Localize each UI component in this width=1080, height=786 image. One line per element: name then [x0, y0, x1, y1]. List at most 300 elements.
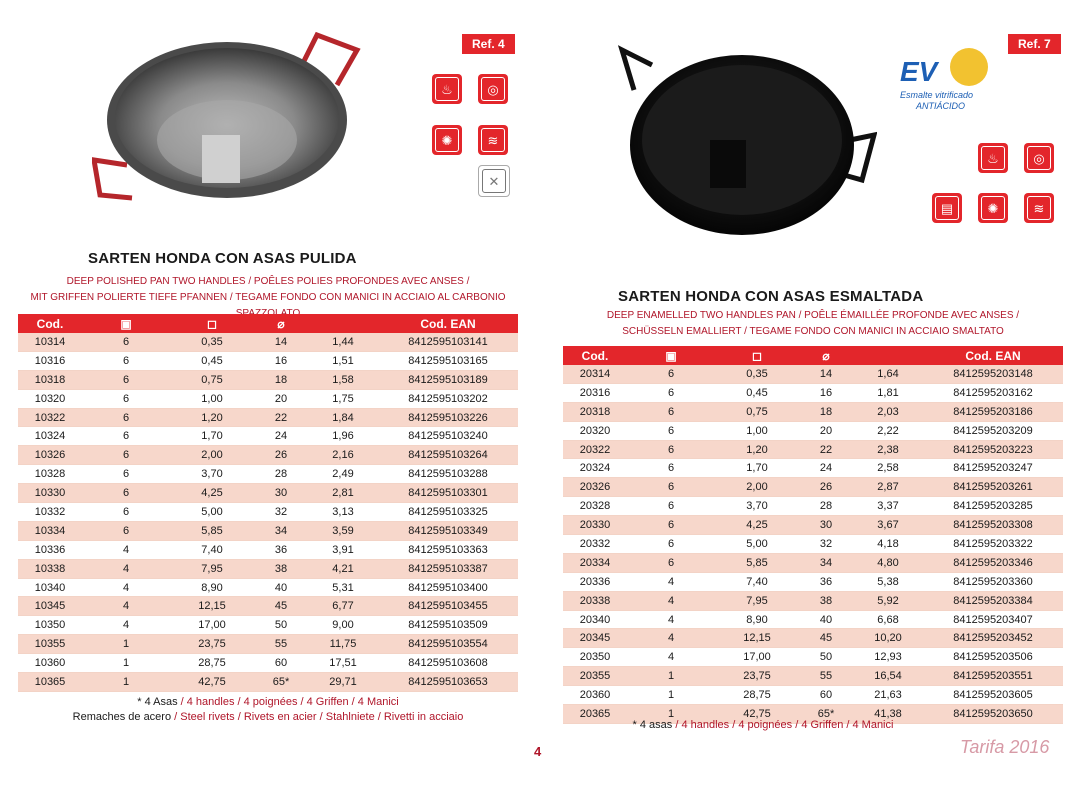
table-cell: 1,00: [715, 421, 799, 440]
table-cell: 1,70: [170, 427, 254, 446]
table-cell: 7,95: [715, 591, 799, 610]
left-product-title: SARTEN HONDA CON ASAS PULIDA: [88, 250, 357, 267]
table-cell: 6: [627, 365, 715, 383]
table-cell: 8412595103554: [378, 635, 518, 654]
left-note-2a: Remaches de acero: [72, 711, 172, 723]
table-cell: 8412595203384: [923, 591, 1063, 610]
table-cell: 42,75: [715, 705, 799, 724]
table-cell: 40: [254, 578, 308, 597]
table-cell: 4: [627, 648, 715, 667]
table-cell: 40: [799, 610, 853, 629]
table-row: [563, 383, 1063, 402]
table-row: [563, 535, 1063, 554]
table-cell: 8412595203261: [923, 478, 1063, 497]
table-cell: 2,49: [308, 465, 378, 484]
table-cell: 8412595103349: [378, 521, 518, 540]
table-cell: 6: [82, 408, 170, 427]
ref-badge-right: Ref. 7: [1008, 34, 1061, 54]
table-cell: 1,51: [308, 351, 378, 370]
table-cell: 32: [799, 535, 853, 554]
table-cell: 8,90: [170, 578, 254, 597]
table-cell: 10,20: [853, 629, 923, 648]
table-cell: 5,38: [853, 572, 923, 591]
table-cell: 1,70: [715, 459, 799, 478]
table-cell: 14: [254, 333, 308, 351]
table-cell: 26: [254, 446, 308, 465]
table-cell: 20318: [563, 402, 627, 421]
table-cell: 8,90: [715, 610, 799, 629]
table-row: [18, 635, 518, 654]
table-cell: 4,80: [853, 553, 923, 572]
table-row: [563, 459, 1063, 478]
table-cell: 10332: [18, 503, 82, 522]
table-cell: 10336: [18, 540, 82, 559]
table-cell: 2,00: [715, 478, 799, 497]
table-cell: 23,75: [715, 667, 799, 686]
table-cell: 20316: [563, 383, 627, 402]
table-row: [563, 591, 1063, 610]
table-cell: 1,20: [715, 440, 799, 459]
table-cell: 34: [254, 521, 308, 540]
table-cell: 9,00: [308, 616, 378, 635]
table-cell: 10324: [18, 427, 82, 446]
table-cell: 8412595203247: [923, 459, 1063, 478]
table-cell: 12,93: [853, 648, 923, 667]
table-cell: 34: [799, 553, 853, 572]
table-cell: 0,75: [715, 402, 799, 421]
table-cell: 6: [82, 521, 170, 540]
table-row: [18, 654, 518, 673]
table-cell: 2,81: [308, 484, 378, 503]
table-cell: 10334: [18, 521, 82, 540]
table-row: [563, 402, 1063, 421]
table-row: [18, 408, 518, 427]
table-cell: 8412595103202: [378, 389, 518, 408]
header-cod: Cod.: [563, 346, 627, 365]
table-row: [18, 673, 518, 692]
table-cell: 22: [799, 440, 853, 459]
table-cell: 21,63: [853, 686, 923, 705]
ev-diamond-icon: [950, 48, 988, 86]
table-cell: 3,91: [308, 540, 378, 559]
table-cell: 4: [627, 610, 715, 629]
table-cell: 6: [627, 535, 715, 554]
ev-line2: ANTIÁCIDO: [916, 101, 966, 111]
right-product-title: SARTEN HONDA CON ASAS ESMALTADA: [618, 288, 924, 305]
table-cell: 8412595103141: [378, 333, 518, 351]
table-cell: 5,92: [853, 591, 923, 610]
table-cell: 20338: [563, 591, 627, 610]
table-row: [18, 559, 518, 578]
table-cell: 10322: [18, 408, 82, 427]
table-cell: 5,00: [170, 503, 254, 522]
table-cell: 4: [82, 578, 170, 597]
table-cell: 4: [82, 616, 170, 635]
table-cell: 1,00: [170, 389, 254, 408]
capacity-litre-icon: ◻: [170, 314, 254, 333]
table-cell: 2,58: [853, 459, 923, 478]
table-cell: 6: [82, 389, 170, 408]
table-cell: 6: [82, 446, 170, 465]
table-cell: 8412595203506: [923, 648, 1063, 667]
box-icon: ▣: [627, 346, 715, 365]
electric-hob-icon: ◎: [478, 74, 508, 104]
header-ean: Cod. EAN: [378, 314, 518, 333]
right-table-header: [563, 346, 1063, 365]
table-cell: 8412595203360: [923, 572, 1063, 591]
electric-hob-icon: ◎: [1024, 143, 1054, 173]
table-cell: 8412595203148: [923, 365, 1063, 383]
table-cell: 16: [799, 383, 853, 402]
left-note-1: [18, 696, 518, 708]
table-cell: 20320: [563, 421, 627, 440]
table-cell: 30: [799, 516, 853, 535]
gas-flame-icon: ♨: [432, 74, 462, 104]
table-row: [563, 516, 1063, 535]
table-cell: 4: [82, 597, 170, 616]
table-row: [563, 421, 1063, 440]
table-cell: 45: [799, 629, 853, 648]
table-cell: 10345: [18, 597, 82, 616]
table-cell: 8412595103387: [378, 559, 518, 578]
oven-icon: ▤: [932, 193, 962, 223]
table-cell: 20365: [563, 705, 627, 724]
table-cell: 20332: [563, 535, 627, 554]
ceramic-hob-icon: ✺: [978, 193, 1008, 223]
table-cell: 30: [254, 484, 308, 503]
table-cell: 6: [627, 478, 715, 497]
table-cell: 20: [799, 421, 853, 440]
table-cell: 7,40: [170, 540, 254, 559]
table-cell: 16: [254, 351, 308, 370]
table-cell: 36: [799, 572, 853, 591]
right-note-1b: / 4 handles / 4 poignées / 4 Griffen / 4 Manici: [672, 719, 894, 731]
table-cell: 60: [799, 686, 853, 705]
table-cell: 10350: [18, 616, 82, 635]
table-cell: 42,75: [170, 673, 254, 692]
table-cell: 10314: [18, 333, 82, 351]
ceramic-hob-icon: ✺: [432, 125, 462, 155]
table-cell: 20336: [563, 572, 627, 591]
table-cell: 6: [627, 516, 715, 535]
table-cell: 1,96: [308, 427, 378, 446]
table-cell: 3,13: [308, 503, 378, 522]
table-cell: 10330: [18, 484, 82, 503]
table-cell: 6: [627, 459, 715, 478]
table-row: [563, 553, 1063, 572]
table-cell: 65*: [254, 673, 308, 692]
table-row: [18, 578, 518, 597]
table-cell: 5,31: [308, 578, 378, 597]
table-cell: 10340: [18, 578, 82, 597]
left-subtitle-2: MIT GRIFFEN POLIERTE TIEFE PFANNEN / TEGAME FONDO CON MANICI IN ACCIAIO AL CARBONIO: [30, 292, 506, 303]
table-row: [18, 333, 518, 351]
table-row: [563, 667, 1063, 686]
table-cell: 8412595103301: [378, 484, 518, 503]
table-cell: 0,45: [715, 383, 799, 402]
table-cell: 1,64: [853, 365, 923, 383]
table-cell: 5,00: [715, 535, 799, 554]
table-cell: 10320: [18, 389, 82, 408]
table-cell: 20326: [563, 478, 627, 497]
table-cell: 55: [799, 667, 853, 686]
table-cell: 1: [627, 686, 715, 705]
capacity-litre-icon: ◻: [715, 346, 799, 365]
table-cell: 1: [627, 667, 715, 686]
table-cell: 4: [627, 591, 715, 610]
table-cell: 20314: [563, 365, 627, 383]
right-price-table: [563, 346, 1063, 724]
table-cell: 8412595203407: [923, 610, 1063, 629]
table-cell: 20350: [563, 648, 627, 667]
ev-enamel-logo: [900, 46, 995, 112]
table-cell: 20328: [563, 497, 627, 516]
table-cell: 1,58: [308, 370, 378, 389]
table-cell: 10318: [18, 370, 82, 389]
table-cell: 3,59: [308, 521, 378, 540]
table-cell: 8412595103288: [378, 465, 518, 484]
table-cell: 0,75: [170, 370, 254, 389]
table-cell: 8412595203186: [923, 402, 1063, 421]
table-cell: 20330: [563, 516, 627, 535]
table-cell: 8412595103325: [378, 503, 518, 522]
table-cell: 17,00: [170, 616, 254, 635]
table-cell: 2,87: [853, 478, 923, 497]
table-cell: 16,54: [853, 667, 923, 686]
table-cell: 6: [82, 427, 170, 446]
table-cell: 6: [82, 370, 170, 389]
table-row: [18, 540, 518, 559]
weight-header: [853, 346, 923, 365]
table-row: [18, 446, 518, 465]
table-cell: 8412595203452: [923, 629, 1063, 648]
table-cell: 24: [254, 427, 308, 446]
table-cell: 10365: [18, 673, 82, 692]
table-cell: 6: [82, 503, 170, 522]
table-row: [18, 597, 518, 616]
table-row: [18, 503, 518, 522]
enamelled-pan-image: [612, 40, 877, 255]
table-cell: 8412595103264: [378, 446, 518, 465]
table-cell: 5,85: [715, 553, 799, 572]
table-cell: 8412595203162: [923, 383, 1063, 402]
table-cell: 4: [627, 629, 715, 648]
table-cell: 1,20: [170, 408, 254, 427]
table-cell: 8412595103189: [378, 370, 518, 389]
table-cell: 36: [254, 540, 308, 559]
table-cell: 8412595203346: [923, 553, 1063, 572]
left-note-1b: / 4 handles / 4 poignées / 4 Griffen / 4 Manici: [177, 696, 399, 708]
table-cell: 1,44: [308, 333, 378, 351]
table-cell: 24: [799, 459, 853, 478]
table-cell: 8412595103240: [378, 427, 518, 446]
box-icon: ▣: [82, 314, 170, 333]
table-cell: 50: [254, 616, 308, 635]
table-cell: 4,25: [715, 516, 799, 535]
left-note-2: [18, 711, 518, 723]
table-cell: 3,70: [715, 497, 799, 516]
table-cell: 8412595203223: [923, 440, 1063, 459]
table-cell: 8412595203308: [923, 516, 1063, 535]
table-row: [563, 686, 1063, 705]
table-cell: 6: [82, 484, 170, 503]
table-cell: 8412595203650: [923, 705, 1063, 724]
table-cell: 14: [799, 365, 853, 383]
table-cell: 60: [254, 654, 308, 673]
table-cell: 2,38: [853, 440, 923, 459]
table-cell: 8412595103608: [378, 654, 518, 673]
table-cell: 4,25: [170, 484, 254, 503]
ev-logo-text: EV: [900, 56, 938, 87]
table-cell: 20345: [563, 629, 627, 648]
table-cell: 4,21: [308, 559, 378, 578]
table-cell: 6: [627, 440, 715, 459]
table-cell: 10338: [18, 559, 82, 578]
table-cell: 6: [82, 351, 170, 370]
table-cell: 6: [627, 553, 715, 572]
table-cell: 10360: [18, 654, 82, 673]
table-cell: 8412595203605: [923, 686, 1063, 705]
table-cell: 65*: [799, 705, 853, 724]
table-cell: 8412595203322: [923, 535, 1063, 554]
table-cell: 8412595103653: [378, 673, 518, 692]
table-cell: 3,67: [853, 516, 923, 535]
left-table-header: [18, 314, 518, 333]
table-cell: 6: [627, 421, 715, 440]
table-cell: 2,03: [853, 402, 923, 421]
table-cell: 28: [799, 497, 853, 516]
table-cell: 10326: [18, 446, 82, 465]
right-subtitle-1: DEEP ENAMELLED TWO HANDLES PAN / POÊLE ÉMAILLÉE PROFONDE AVEC ANSES /: [606, 310, 1020, 321]
table-cell: 4: [82, 540, 170, 559]
table-cell: 8412595203209: [923, 421, 1063, 440]
table-cell: 18: [799, 402, 853, 421]
weight-header: [308, 314, 378, 333]
left-price-table: [18, 314, 518, 692]
table-row: [563, 478, 1063, 497]
table-cell: 38: [254, 559, 308, 578]
right-note-1: [563, 719, 963, 731]
table-cell: 8412595203551: [923, 667, 1063, 686]
table-cell: 6: [82, 465, 170, 484]
table-cell: 22: [254, 408, 308, 427]
table-cell: 10355: [18, 635, 82, 654]
table-cell: 12,15: [715, 629, 799, 648]
table-cell: 20334: [563, 553, 627, 572]
table-cell: 20355: [563, 667, 627, 686]
left-subtitle-1: DEEP POLISHED PAN TWO HANDLES / POÊLES POLIES PROFONDES AVEC ANSES /: [66, 276, 470, 287]
halogen-icon: ≋: [1024, 193, 1054, 223]
tarifa-label: Tarifa 2016: [960, 737, 1050, 757]
table-cell: 2,16: [308, 446, 378, 465]
table-cell: 38: [799, 591, 853, 610]
table-cell: 6: [82, 333, 170, 351]
table-cell: 1: [82, 673, 170, 692]
left-note-1a: * 4 Asas: [137, 696, 178, 708]
table-row: [18, 465, 518, 484]
table-cell: 4: [627, 572, 715, 591]
table-cell: 3,70: [170, 465, 254, 484]
table-cell: 8412595103455: [378, 597, 518, 616]
table-cell: 10328: [18, 465, 82, 484]
table-cell: 45: [254, 597, 308, 616]
table-cell: 41,38: [853, 705, 923, 724]
header-ean: Cod. EAN: [923, 346, 1063, 365]
table-cell: 7,95: [170, 559, 254, 578]
right-subtitle-2: SCHÜSSELN EMALLIERT / TEGAME FONDO CON MANICI IN ACCIAIO SMALTATO: [622, 326, 1004, 337]
table-row: [18, 389, 518, 408]
table-cell: 28,75: [170, 654, 254, 673]
table-row: [563, 648, 1063, 667]
table-cell: 1: [82, 654, 170, 673]
no-induction-icon: ✕: [478, 165, 510, 197]
right-note-1a: * 4 asas: [632, 719, 673, 731]
table-row: [18, 370, 518, 389]
table-row: [563, 629, 1063, 648]
table-cell: 17,00: [715, 648, 799, 667]
table-cell: 8412595103509: [378, 616, 518, 635]
diameter-cm-icon: ⌀: [799, 346, 853, 365]
table-cell: 28,75: [715, 686, 799, 705]
table-cell: 20360: [563, 686, 627, 705]
table-cell: 8412595203285: [923, 497, 1063, 516]
left-note-2b: / Steel rivets / Rivets en acier / Stahlniete / Rivetti in acciaio: [171, 711, 464, 723]
table-row: [563, 497, 1063, 516]
header-cod: Cod.: [18, 314, 82, 333]
table-cell: 0,35: [715, 365, 799, 383]
table-cell: 11,75: [308, 635, 378, 654]
polished-pan-image: [92, 30, 362, 230]
diameter-cm-icon: ⌀: [254, 314, 308, 333]
table-cell: 1,75: [308, 389, 378, 408]
halogen-icon: ≋: [478, 125, 508, 155]
table-cell: 1: [627, 705, 715, 724]
table-cell: 6: [627, 402, 715, 421]
table-cell: 20322: [563, 440, 627, 459]
table-cell: 50: [799, 648, 853, 667]
table-cell: 8412595103165: [378, 351, 518, 370]
table-cell: 29,71: [308, 673, 378, 692]
table-cell: 7,40: [715, 572, 799, 591]
table-cell: 32: [254, 503, 308, 522]
table-row: [563, 572, 1063, 591]
table-cell: 28: [254, 465, 308, 484]
table-cell: 12,15: [170, 597, 254, 616]
table-cell: 4: [82, 559, 170, 578]
table-cell: 6,77: [308, 597, 378, 616]
page-number: 4: [534, 744, 542, 759]
table-cell: 8412595103400: [378, 578, 518, 597]
table-cell: 1,81: [853, 383, 923, 402]
table-cell: 18: [254, 370, 308, 389]
table-cell: 20340: [563, 610, 627, 629]
ref-badge-left: Ref. 4: [462, 34, 515, 54]
table-cell: 2,00: [170, 446, 254, 465]
table-cell: 8412595103226: [378, 408, 518, 427]
table-cell: 2,22: [853, 421, 923, 440]
table-cell: 20: [254, 389, 308, 408]
table-cell: 17,51: [308, 654, 378, 673]
gas-flame-icon: ♨: [978, 143, 1008, 173]
table-cell: 6: [627, 383, 715, 402]
table-cell: 1: [82, 635, 170, 654]
table-cell: 6: [627, 497, 715, 516]
table-cell: 5,85: [170, 521, 254, 540]
table-row: [563, 610, 1063, 629]
table-row: [18, 427, 518, 446]
table-cell: 1,84: [308, 408, 378, 427]
table-row: [18, 484, 518, 503]
